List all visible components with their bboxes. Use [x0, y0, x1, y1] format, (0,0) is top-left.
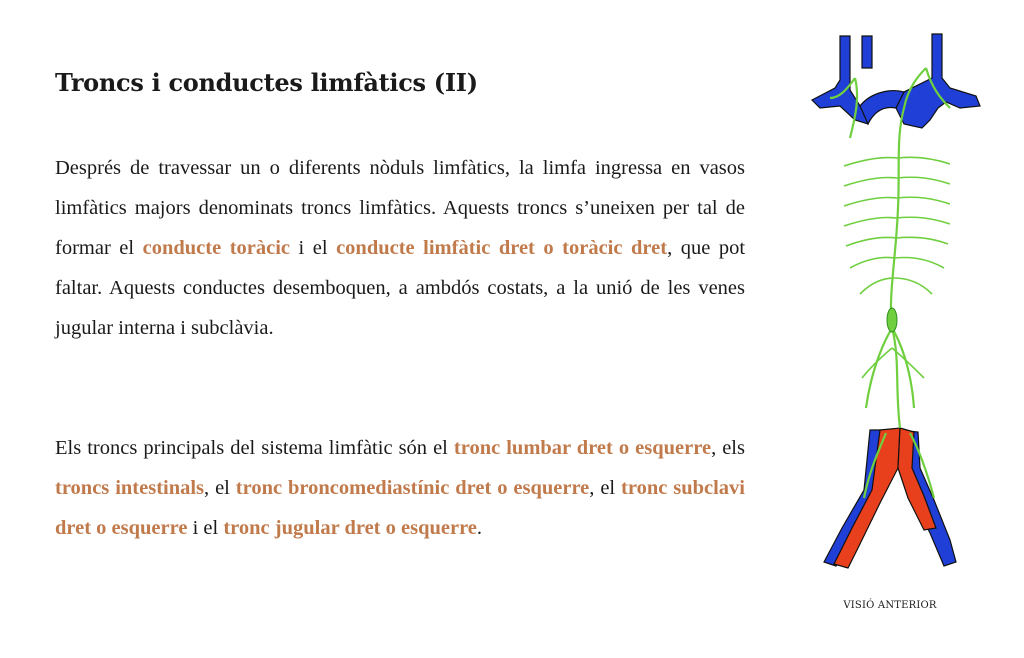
- body-text: Els troncs principals del sistema limfàtic són el: [55, 437, 454, 459]
- figure-caption: VISIÓ ANTERIOR: [843, 600, 937, 611]
- lower-vessels: [824, 428, 956, 568]
- body-text: , que pot faltar. Aquests conductes desemboquen, a ambdós costats, a la unió de les venes jugular interna i subclàvia.: [55, 237, 746, 339]
- body-text: , els: [711, 437, 745, 459]
- body-text: Després de travessar un o diferents nòduls limfàtics, la limfa ingressa en vasos limfàtics majors denominats troncs limfàtics. Aquests troncs s’uneixen per tal de formar el: [55, 157, 745, 259]
- paragraph-intro: [55, 148, 745, 348]
- upper-veins: [812, 34, 980, 128]
- highlighted-term: tronc subclavi dret o esquerre: [55, 477, 745, 539]
- intercostal-branches: [844, 157, 950, 378]
- paragraph-main-trunks: [55, 428, 745, 548]
- highlighted-term: tronc jugular dret o esquerre: [223, 517, 477, 539]
- highlighted-term: tronc broncomediastínic dret o esquerre: [235, 477, 590, 499]
- body-text: i el: [187, 517, 224, 539]
- highlighted-term: conducte toràcic: [142, 237, 291, 259]
- highlighted-term: troncs intestinals: [55, 477, 205, 499]
- lymphatic-system-illustration: [800, 28, 1000, 578]
- highlighted-term: tronc lumbar dret o esquerre: [453, 437, 712, 459]
- body-text: , el: [589, 477, 622, 499]
- body-text: .: [476, 517, 483, 539]
- cisterna-chyli: [887, 308, 897, 332]
- highlighted-term: conducte limfàtic dret o toràcic dret: [336, 237, 668, 259]
- body-text: i el: [290, 237, 337, 259]
- page-title: Troncs i conductes limfàtics (II): [55, 68, 478, 97]
- body-text: , el: [204, 477, 236, 499]
